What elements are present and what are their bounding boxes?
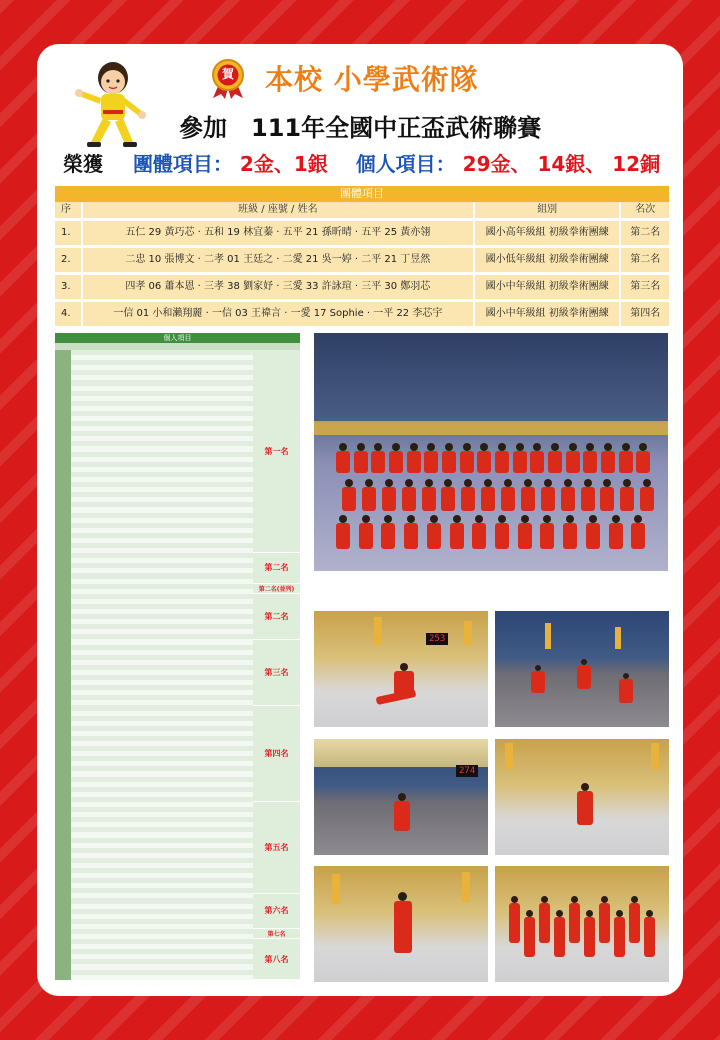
athlete-head [374, 443, 382, 451]
row-number: 4. [55, 302, 83, 326]
athlete-head [444, 479, 452, 487]
team-group-photo [314, 333, 668, 571]
athlete-figure [584, 917, 595, 957]
athletes-small-group [505, 896, 661, 976]
athlete-head [524, 479, 532, 487]
team-result-label: 團體項目： [132, 152, 233, 176]
performance-photo-1 [314, 611, 488, 727]
athlete-figure [581, 487, 595, 511]
athlete-head [604, 443, 612, 451]
athlete-figure [461, 487, 475, 511]
col-header-no: 序 [55, 202, 83, 218]
athlete-head [646, 910, 653, 917]
athlete-head [463, 443, 471, 451]
athlete-figure [566, 451, 580, 473]
row-group: 國小低年級組 初級拳術團練 [475, 248, 622, 272]
athlete-figure [563, 523, 577, 549]
athlete-head [521, 515, 529, 523]
athlete-figure [442, 451, 456, 473]
athlete-figure [583, 451, 597, 473]
athlete-figure [424, 451, 438, 473]
row-names: 五仁 29 黃巧芯 · 五和 19 林宜蓁 · 五平 21 孫昕晴 · 五平 25 黃亦翎 [83, 221, 475, 245]
row-group: 國小中年級組 初級拳術團練 [475, 275, 622, 299]
rank-group-label: 第二名(並列) [253, 584, 300, 594]
row-group: 國小高年級組 初級拳術團練 [475, 221, 622, 245]
table-row [55, 221, 669, 245]
individual-rows [55, 350, 253, 980]
athlete-figure [354, 451, 368, 473]
athlete-head [566, 515, 574, 523]
individual-table-body [55, 350, 300, 980]
athlete-head [357, 443, 365, 451]
rank-group-label: 第七名 [253, 929, 300, 939]
athlete-figure [382, 487, 396, 511]
athlete-figure [619, 451, 633, 473]
athlete-head [407, 515, 415, 523]
athlete-head [504, 479, 512, 487]
athlete-head [425, 479, 433, 487]
rank-group-label: 第二名 [253, 594, 300, 640]
rank-group-label: 第六名 [253, 894, 300, 930]
athlete-figure [540, 523, 554, 549]
athlete-head [339, 443, 347, 451]
athlete-head [603, 479, 611, 487]
athlete-head [345, 479, 353, 487]
athlete-head [427, 443, 435, 451]
athlete-head [586, 910, 593, 917]
athlete-figure [601, 451, 615, 473]
athlete-head [584, 479, 592, 487]
event-title: 參加 111年全國中正盃武術聯賽 [179, 114, 542, 142]
athlete-head [445, 443, 453, 451]
team-result-value: 2金、1銀 [239, 152, 328, 176]
individual-table-header [55, 343, 300, 350]
athlete-head [564, 479, 572, 487]
team-title: 本校 小學武術隊 [265, 63, 479, 96]
athlete-head [541, 896, 548, 903]
athlete-head [475, 515, 483, 523]
athlete-head [362, 515, 370, 523]
athlete-head [384, 515, 392, 523]
athlete-figure [381, 523, 395, 549]
athlete-figure [402, 487, 416, 511]
athlete-figure [609, 523, 623, 549]
athlete-figure [530, 451, 544, 473]
athlete-figure [477, 451, 491, 473]
athlete-figure [521, 487, 535, 511]
athlete-figure [495, 451, 509, 473]
athlete-head [634, 515, 642, 523]
athlete-head [616, 910, 623, 917]
individual-results-table [55, 333, 300, 983]
athlete-figure [554, 917, 565, 957]
individual-result-value: 29金、 14銀、 12銅 [462, 152, 661, 176]
athlete-head [612, 515, 620, 523]
poster-header [37, 44, 683, 184]
athlete-figure [342, 487, 356, 511]
team-table-title: 團體項目 [55, 186, 669, 202]
athlete-figure [495, 523, 509, 549]
athlete-head [589, 515, 597, 523]
athlete-figure [586, 523, 600, 549]
performance-photo-5 [314, 866, 488, 982]
athlete-head [392, 443, 400, 451]
rank-group-label: 第八名 [253, 939, 300, 980]
athlete-head [484, 479, 492, 487]
performance-photo-3 [314, 739, 488, 855]
athlete-head [601, 896, 608, 903]
athlete-figure [631, 523, 645, 549]
result-prefix: 榮獲 [63, 152, 103, 176]
athlete-figure [371, 451, 385, 473]
team-results-table [55, 186, 669, 326]
athlete-head [453, 515, 461, 523]
athlete-figure [600, 487, 614, 511]
athlete-figure [472, 523, 486, 549]
athlete-head [464, 479, 472, 487]
athlete-head [533, 443, 541, 451]
rank-group-label: 第二名 [253, 553, 300, 583]
athlete-head [516, 443, 524, 451]
athlete-head [551, 443, 559, 451]
athlete-head [622, 443, 630, 451]
team-table-header [55, 202, 669, 218]
col-header-rank: 名次 [635, 204, 656, 215]
rank-group-label: 第一名 [253, 350, 300, 553]
athlete-figure [481, 487, 495, 511]
table-row [55, 275, 669, 299]
athlete-head [430, 515, 438, 523]
athlete-figure [501, 487, 515, 511]
athlete-head [631, 896, 638, 903]
athlete-figure [524, 917, 535, 957]
row-rank: 第二名 [630, 254, 661, 265]
athlete-figure [548, 451, 562, 473]
athlete-head [556, 910, 563, 917]
medal-label: 賀 [221, 67, 234, 81]
athlete-figure [460, 451, 474, 473]
row-names: 四孝 06 蕭本恩 · 三孝 38 劉家妤 · 三愛 33 許詠瑄 · 三平 30 鄭羽芯 [83, 275, 475, 299]
athlete-figure [359, 523, 373, 549]
col-header-names: 班級 / 座號 / 姓名 [83, 202, 475, 218]
performance-photo-4 [495, 739, 669, 855]
row-group: 國小中年級組 初級拳術團練 [475, 302, 622, 326]
rank-group-label: 第五名 [253, 802, 300, 893]
athlete-figure [404, 523, 418, 549]
athlete-head [385, 479, 393, 487]
athlete-head [571, 896, 578, 903]
athlete-head [544, 479, 552, 487]
athlete-figure [422, 487, 436, 511]
row-number: 1. [55, 221, 83, 245]
athlete-figure [427, 523, 441, 549]
athlete-head [410, 443, 418, 451]
col-header-group: 組別 [475, 202, 622, 218]
row-number: 3. [55, 275, 83, 299]
athlete-head [569, 443, 577, 451]
athletes-group [330, 443, 660, 561]
table-row [55, 302, 669, 326]
kungfu-boy-icon [73, 58, 153, 150]
athlete-figure [441, 487, 455, 511]
athlete-figure [362, 487, 376, 511]
performance-photo-6 [495, 866, 669, 982]
list-item [55, 975, 253, 980]
rank-column [253, 350, 300, 980]
athlete-figure [599, 903, 610, 943]
row-names: 一信 01 小和瀨翔麗 · 一信 03 王禕言 · 一愛 17 Sophie · 一平 22 李芯宇 [83, 302, 475, 326]
athlete-head [365, 479, 373, 487]
athlete-figure [389, 451, 403, 473]
individual-table-title: 個人項目 [55, 333, 300, 343]
rank-group-label: 第三名 [253, 640, 300, 706]
athlete-head [511, 896, 518, 903]
row-rank: 第四名 [630, 308, 661, 319]
athlete-figure [541, 487, 555, 511]
athlete-head [639, 443, 647, 451]
performance-photo-2 [495, 611, 669, 727]
athlete-figure [450, 523, 464, 549]
athlete-figure [629, 903, 640, 943]
scoreboard: 274 [456, 765, 478, 777]
poster-sheet [37, 44, 683, 996]
athlete-head [543, 515, 551, 523]
athlete-head [498, 443, 506, 451]
athlete-figure [569, 903, 580, 943]
athlete-head [643, 479, 651, 487]
athlete-head [480, 443, 488, 451]
athlete-head [405, 479, 413, 487]
scoreboard: 253 [426, 633, 448, 645]
athlete-head [623, 479, 631, 487]
athlete-figure [644, 917, 655, 957]
athlete-figure [539, 903, 550, 943]
athlete-figure [336, 523, 350, 549]
athlete-head [498, 515, 506, 523]
athlete-head [526, 910, 533, 917]
row-number: 2. [55, 248, 83, 272]
table-row [55, 248, 669, 272]
athlete-figure [636, 451, 650, 473]
athlete-figure [336, 451, 350, 473]
athlete-head [586, 443, 594, 451]
athlete-figure [620, 487, 634, 511]
athlete-figure [640, 487, 654, 511]
athlete-figure [518, 523, 532, 549]
athlete-figure [561, 487, 575, 511]
result-summary [63, 148, 660, 177]
athlete-head [339, 515, 347, 523]
row-rank: 第二名 [630, 227, 661, 238]
athlete-figure [509, 903, 520, 943]
athlete-figure [407, 451, 421, 473]
individual-result-label: 個人項目： [355, 152, 456, 176]
athlete-figure [614, 917, 625, 957]
rank-group-label: 第四名 [253, 706, 300, 803]
row-rank: 第三名 [630, 281, 661, 292]
row-names: 二忠 10 張博文 · 二孝 01 王廷之 · 二愛 21 吳一婷 · 二平 21 丁昱然 [83, 248, 475, 272]
athlete-figure [513, 451, 527, 473]
